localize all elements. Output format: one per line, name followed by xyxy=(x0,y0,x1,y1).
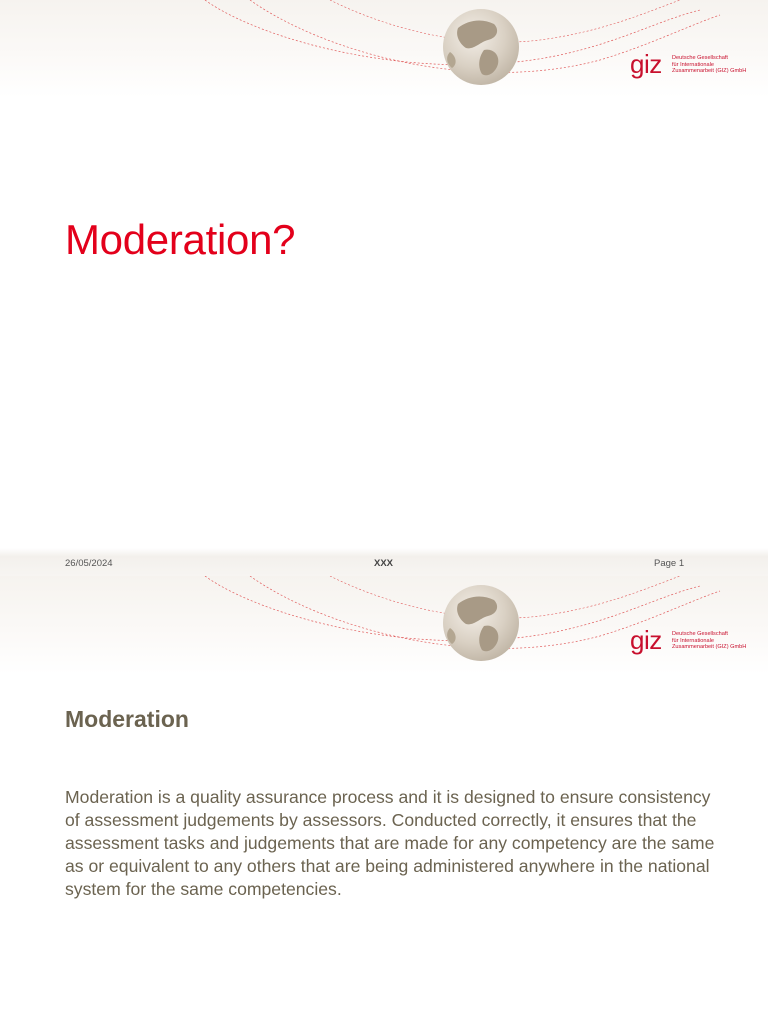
footer-center-text: XXX xyxy=(374,558,394,569)
giz-logo-text xyxy=(672,631,746,651)
giz-logo xyxy=(630,625,750,656)
giz-logo-line: für Internationale xyxy=(672,637,714,644)
giz-logo-line: Deutsche Gesellschaft xyxy=(672,631,728,637)
footer-date: 26/05/2024 xyxy=(65,558,113,569)
footer-page-number: Page 1 xyxy=(654,558,685,569)
giz-logo-word: giz xyxy=(630,49,662,79)
section-heading: Moderation xyxy=(65,706,189,732)
globe-icon xyxy=(443,585,519,661)
slide-2 xyxy=(0,576,768,1024)
giz-logo-text xyxy=(672,55,746,75)
giz-logo-word: giz xyxy=(630,625,662,655)
giz-logo-line: Zusammenarbeit (GIZ) GmbH xyxy=(672,644,747,651)
giz-logo xyxy=(630,49,750,80)
slide-title: Moderation? xyxy=(65,216,296,263)
giz-logo-line: Zusammenarbeit (GIZ) GmbH xyxy=(672,68,747,75)
giz-logo-line: für Internationale xyxy=(672,61,714,68)
globe-icon xyxy=(443,9,519,85)
body-paragraph: Moderation is a quality assurance process and it is designed to ensure consistency of assessment judgements by assessors. Conducted correctly, it ensures that the assessment tasks and judgements that are made for any competency are the same as or equivalent to any others that are being administered anywhere in the national system for the same competencies. xyxy=(65,787,715,899)
giz-logo-line: Deutsche Gesellschaft xyxy=(672,55,728,61)
